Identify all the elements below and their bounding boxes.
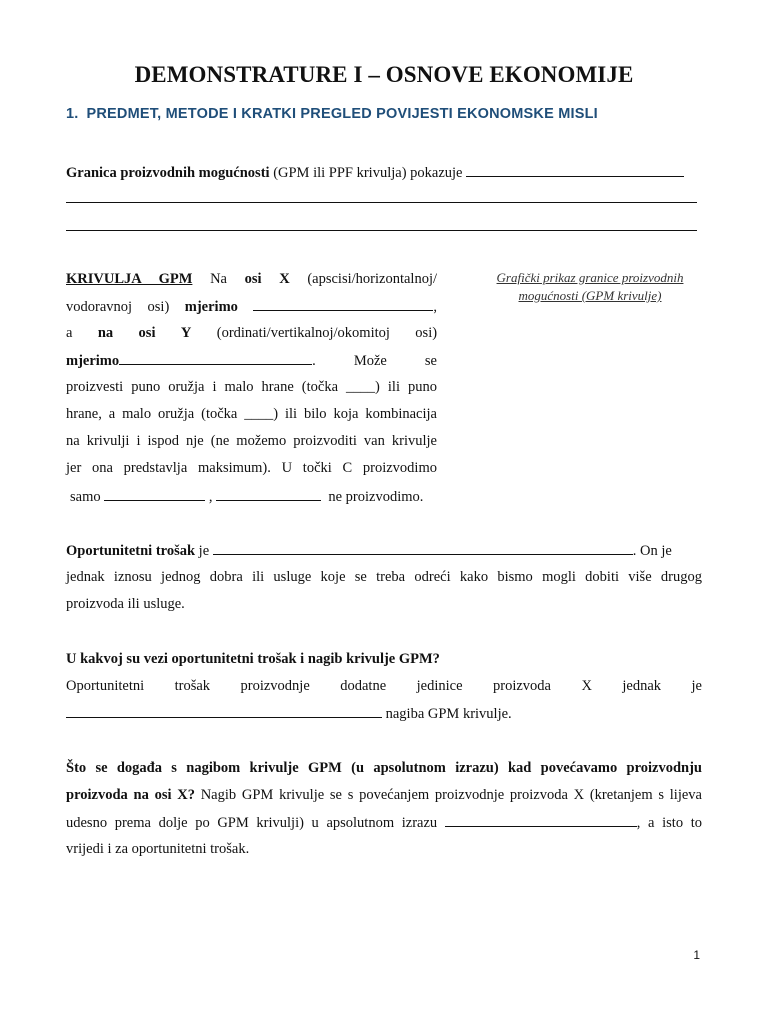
answer-line: [66, 230, 697, 231]
question-2-line-2: [66, 786, 702, 804]
answer-blank: [66, 704, 382, 718]
text: Na: [210, 271, 227, 287]
curve-line-4: [66, 351, 437, 370]
text: osi X: [244, 271, 290, 287]
answer-line: [66, 202, 697, 203]
answer-blank: [253, 297, 433, 311]
text: samo: [70, 489, 101, 505]
question-1-answer-line-1: Oportunitetni trošak proizvodnje dodatne jedinice proizvoda X jednak je: [66, 678, 702, 694]
section-title: PREDMET, METODE I KRATKI PREGLED POVIJESTI EKONOMSKE MISLI: [86, 106, 598, 122]
text: a: [66, 325, 73, 341]
curve-line-1: [66, 270, 437, 288]
text: ne proizvodimo.: [328, 489, 424, 505]
graph-caption: [470, 269, 710, 305]
opportunity-line-1: [66, 541, 672, 560]
curve-line-9: [70, 487, 423, 506]
gpm-definition-text: (GPM ili PPF krivulja) pokazuje: [269, 165, 467, 181]
text: je: [195, 543, 213, 559]
curve-line-3: [66, 324, 437, 342]
caption-text: Grafički prikaz granice proizvodnih mogućnosti (GPM krivulje): [496, 270, 684, 303]
text: . On je: [632, 543, 672, 559]
curve-heading: KRIVULJA GPM: [66, 271, 193, 287]
text: Y: [180, 325, 192, 341]
text: .: [312, 353, 316, 369]
curve-line-2: [66, 297, 437, 316]
answer-blank: [119, 351, 312, 365]
page-number: 1: [693, 948, 700, 962]
text: (apscisi/horizontalnoj/: [307, 271, 438, 287]
text: se: [424, 353, 437, 369]
answer-blank: [213, 541, 633, 555]
text: na: [97, 325, 114, 341]
answer-blank: [445, 813, 637, 827]
text: nagiba GPM krivulje.: [382, 706, 512, 722]
text: mjerimo: [66, 353, 120, 369]
curve-line-6: hrane, a malo oružja (točka ____) ili bilo koja kombinacija: [66, 406, 437, 422]
question-2-line-3: [66, 813, 702, 832]
opportunity-term: Oportunitetni trošak: [66, 543, 196, 559]
curve-line-5: proizvesti puno oružja i malo hrane (točka ____) ili puno: [66, 379, 437, 395]
opportunity-line-3: proizvoda ili usluge.: [66, 596, 185, 612]
question-text: proizvoda na osi X?: [66, 787, 195, 803]
gpm-definition-line: [66, 163, 684, 182]
text: mjerimo: [184, 299, 238, 315]
curve-line-7: na krivulji i ispod nje (ne možemo proizvoditi van krivulje: [66, 433, 437, 449]
question-2-line-4: vrijedi i za oportunitetni trošak.: [66, 841, 250, 857]
question-text: Što se događa s nagibom krivulje GPM (u apsolutnom izrazu) kad povećavamo proizvodnju: [66, 760, 702, 776]
question-2-line-1: [66, 759, 702, 777]
text: vodoravnoj osi): [66, 299, 170, 315]
question-1-answer-line-2: [66, 704, 512, 723]
answer-blank: [466, 163, 684, 177]
answer-blank: [216, 487, 321, 501]
curve-line-8: jer ona predstavlja maksimum). U točki C proizvodimo: [66, 460, 437, 476]
text: Može: [353, 353, 387, 369]
text: osi): [415, 325, 438, 341]
text: ,: [433, 299, 438, 315]
text: osi: [138, 325, 156, 341]
section-number: 1.: [66, 106, 79, 122]
question-text: U kakvoj su vezi oportunitetni trošak i nagib krivulje GPM?: [66, 651, 440, 667]
text: (ordinati/vertikalnoj/okomitoj: [216, 325, 390, 341]
gpm-term: Granica proizvodnih mogućnosti: [66, 165, 270, 181]
section-heading: [66, 106, 598, 122]
opportunity-line-2: jednak iznosu jednog dobra ili usluge koje se treba odreći kako bismo mogli dobiti više drugog: [66, 569, 702, 585]
text: Nagib GPM krivulje se s povećanjem proizvodnje proizvoda X (kretanjem s lijeva: [194, 787, 702, 803]
question-1: [66, 650, 440, 668]
document-title: DEMONSTRATURE I – OSNOVE EKONOMIJE: [134, 62, 634, 87]
answer-blank: [104, 487, 205, 501]
text: udesno prema dolje po GPM krivulji) u apsolutnom izrazu: [66, 815, 445, 831]
text: , a isto to: [636, 815, 702, 831]
text: ,: [208, 489, 213, 505]
